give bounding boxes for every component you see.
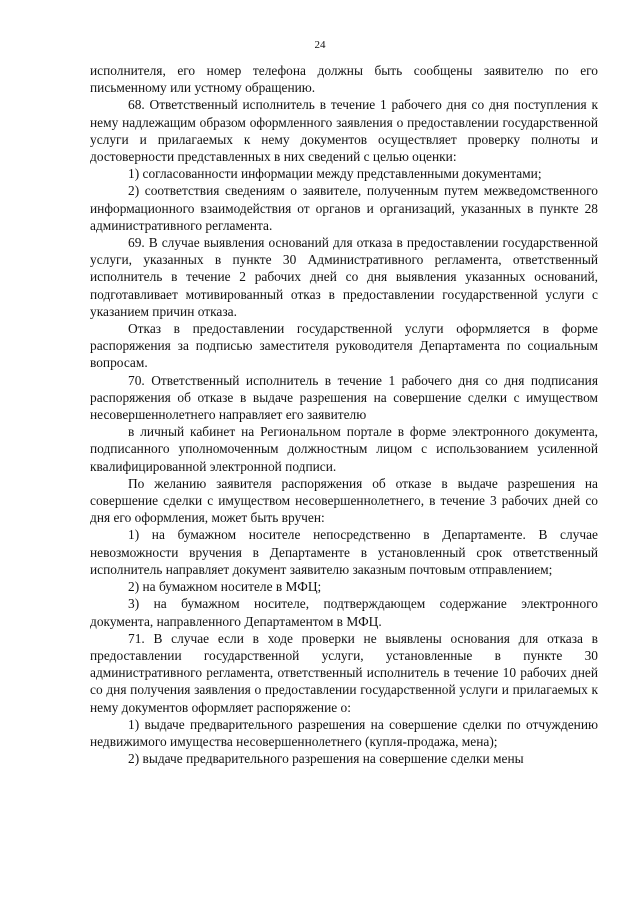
document-body — [90, 62, 598, 767]
paragraph: 68. Ответственный исполнитель в течение 1 рабочего дня со дня поступления к нему надлежащим образом оформленного заявления о предоставлении государственной услуги и прилагаемых к нему документов осуществляет проверку полноты и достоверности представленных в них сведений с целью оценки: — [90, 97, 598, 165]
paragraph: Отказ в предоставлении государственной услуги оформляется в форме распоряжения за подписью заместителя руководителя Департамента по социальным вопросам. — [90, 321, 598, 371]
paragraph: 3) на бумажном носителе, подтверждающем содержание электронного документа, направленного Департаментом в МФЦ. — [90, 596, 598, 629]
paragraph: в личный кабинет на Региональном портале в форме электронного документа, подписанного уполномоченным должностным лицом с использованием усиленной квалифицированной электронной подписи. — [90, 424, 598, 474]
paragraph: 2) соответствия сведениям о заявителе, полученным путем межведомственного информационного взаимодействия от органов и организаций, указанных в пункте 28 административного регламента. — [90, 183, 598, 233]
paragraph: По желанию заявителя распоряжения об отказе в выдаче разрешения на совершение сделки с имуществом несовершеннолетнего, в течение 3 рабочих дней со дня его оформления, может быть вручен: — [90, 475, 598, 526]
paragraph: 70. Ответственный исполнитель в течение 1 рабочего дня со дня подписания распоряжения об отказе в выдаче разрешения на совершение сделки с имуществом несовершеннолетнего направляет его заявителю — [90, 372, 598, 423]
paragraph: 1) выдаче предварительного разрешения на совершение сделки по отчуждению недвижимого имущества несовершеннолетнего (купля-продажа, мена); — [90, 716, 598, 749]
paragraph: 2) на бумажном носителе в МФЦ; — [128, 579, 322, 595]
paragraph: 1) на бумажном носителе непосредственно в Департаменте. В случае невозможности вручения в Департаменте в установленный срок ответственный исполнитель направляет документ заявителю заказным почтовым отправлением; — [90, 527, 598, 577]
page-number: 24 — [314, 39, 326, 51]
paragraph: 71. В случае если в ходе проверки не выявлены основания для отказа в предоставлении государственной услуги, установленные в пункте 30 административного регламента, ответственный исполнитель в течение 10 рабочих дней со дня получения заявления о предоставлении государственной услуги и прилагаемых к нему документов оформляет распоряжение о: — [90, 630, 598, 715]
paragraph: 2) выдаче предварительного разрешения на совершение сделки мены — [128, 751, 524, 767]
paragraph: 1) согласованности информации между представленными документами; — [128, 166, 542, 182]
paragraph: исполнителя, его номер телефона должны быть сообщены заявителю по его письменному или устному обращению. — [90, 63, 598, 96]
paragraph: 69. В случае выявления оснований для отказа в предоставлении государственной услуги, указанных в пункте 30 Административного регламента, ответственный исполнитель в течение 2 рабочих дней со дня выявления указанных оснований, подготавливает мотивированный отказ в предоставлении государственной услуги с указанием причин отказа. — [90, 235, 598, 319]
